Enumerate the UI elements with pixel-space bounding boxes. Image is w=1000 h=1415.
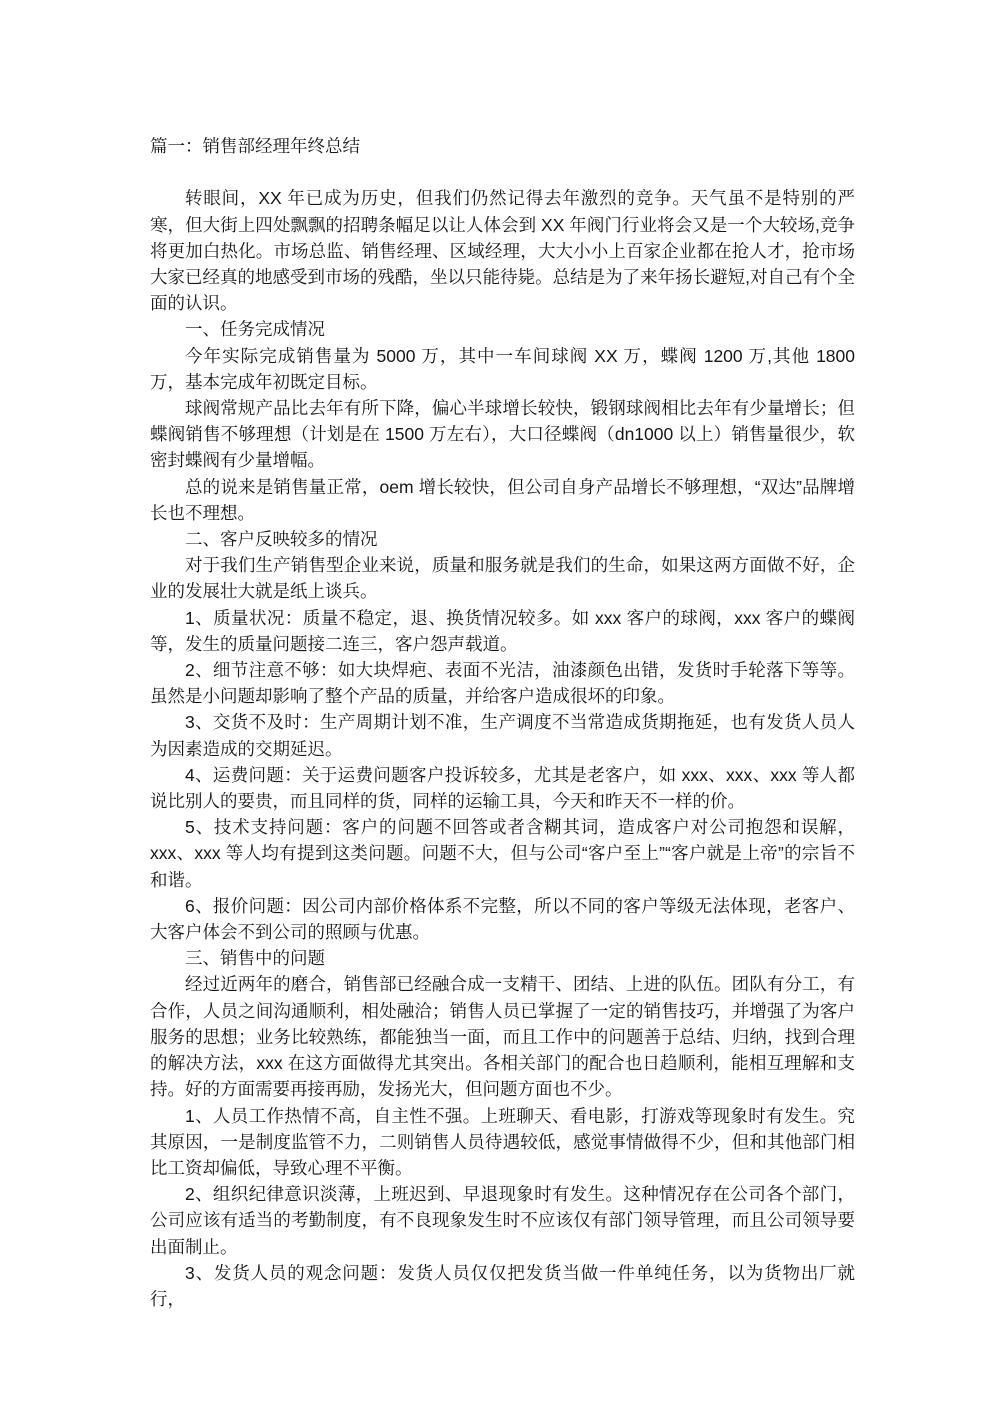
- paragraph: 4、运费问题：关于运费问题客户投诉较多，尤其是老客户，如 xxx、xxx、xxx 等人都说比别人的要贵，而且同样的货，同样的运输工具，今天和昨天不一样的价。: [150, 764, 855, 812]
- paragraph: 转眼间，XX 年已成为历史，但我们仍然记得去年激烈的竞争。天气虽不是特别的严寒，但大街上四处飘飘的招聘条幅足以让人体会到 XX 年阀门行业将会又是一个大较场,竞争将更加白热化。市场总监、销售经理、区域经理，大大小小上百家企业都在抢人才，抢市场大家已经真的地感受到市场的残酷，坐以只能待毙。总结是为了来年扬长避短,对自己有个全面的认识。: [150, 188, 855, 314]
- paragraph: 5、技术支持问题：客户的问题不回答或者含糊其词，造成客户对公司抱怨和误解，xxx、xxx 等人均有提到这类问题。问题不大，但与公司“客户至上”“客户就是上帝”的宗旨不和谐。: [150, 817, 855, 890]
- paragraph: 6、报价问题：因公司内部价格体系不完整，所以不同的客户等级无法体现，老客户、大客户体会不到公司的照顾与优惠。: [150, 895, 855, 943]
- paragraph: 今年实际完成销售量为 5000 万，其中一车间球阀 XX 万，蝶阀 1200 万,其他 1800 万，基本完成年初既定目标。: [150, 345, 860, 392]
- paragraph: 对于我们生产销售型企业来说，质量和服务就是我们的生命，如果这两方面做不好，企业的发展壮大就是纸上谈兵。: [150, 555, 855, 602]
- document-title: 篇一：销售部经理年终总结: [150, 136, 360, 156]
- paragraph: 一、任务完成情况: [185, 319, 325, 340]
- paragraph: 3、交货不及时：生产周期计划不准，生产调度不当常造成货期拖延，也有发货人员人为因素造成的交期延迟。: [150, 712, 855, 759]
- paragraph: 1、质量状况：质量不稳定，退、换货情况较多。如 xxx 客户的球阀，xxx 客户的蝶阀等，发生的质量问题接二连三，客户怨声载道。: [150, 607, 855, 654]
- paragraph: 经过近两年的磨合，销售部已经融合成一支精干、团结、上进的队伍。团队有分工，有合作，人员之间沟通顺利，相处融洽；销售人员已掌握了一定的销售技巧，并增强了为客户服务的思想；业务比较熟练，都能独当一面，而且工作中的问题善于总结、归纳，找到合理的解决方法，xxx 在这方面做得尤其突出。各相关部门的配合也日趋顺利，能相互理解和支持。好的方面需要再接再励，发扬光大，但问题方面也不少。: [150, 974, 855, 1100]
- paragraph: 二、客户反映较多的情况: [185, 529, 378, 550]
- paragraph: 1、人员工作热情不高，自主性不强。上班聊天、看电影，打游戏等现象时有发生。究其原因，一是制度监管不力，二则销售人员待遇较低，感觉事情做得不少，但和其他部门相比工资却偏低，导致心理不平衡。: [150, 1105, 855, 1178]
- paragraph: 2、细节注意不够：如大块焊疤、表面不光洁，油漆颜色出错，发货时手轮落下等等。虽然是小问题却影响了整个产品的质量，并给客户造成很坏的印象。: [150, 660, 855, 707]
- paragraph: 三、销售中的问题: [185, 948, 325, 969]
- paragraph: 总的说来是销售量正常，oem 增长较快，但公司自身产品增长不够理想，“双达”品牌增长也不理想。: [150, 476, 855, 523]
- paragraph: 球阀常规产品比去年有所下降，偏心半球增长较快，锻钢球阀相比去年有少量增长；但蝶阀销售不够理想（计划是在 1500 万左右），大口径蝶阀（dn1000 以上）销售量很少，软密封蝶阀有少量增幅。: [150, 398, 855, 471]
- paragraph: 2、组织纪律意识淡薄，上班迟到、早退现象时有发生。这种情况存在公司各个部门，公司应该有适当的考勤制度，有不良现象发生时不应该仅有部门领导管理，而且公司领导要出面制止。: [150, 1184, 855, 1257]
- document-body: [150, 185, 860, 1312]
- paragraph: 3、发货人员的观念问题：发货人员仅仅把发货当做一件单纯任务，以为货物出厂就行，: [150, 1262, 855, 1309]
